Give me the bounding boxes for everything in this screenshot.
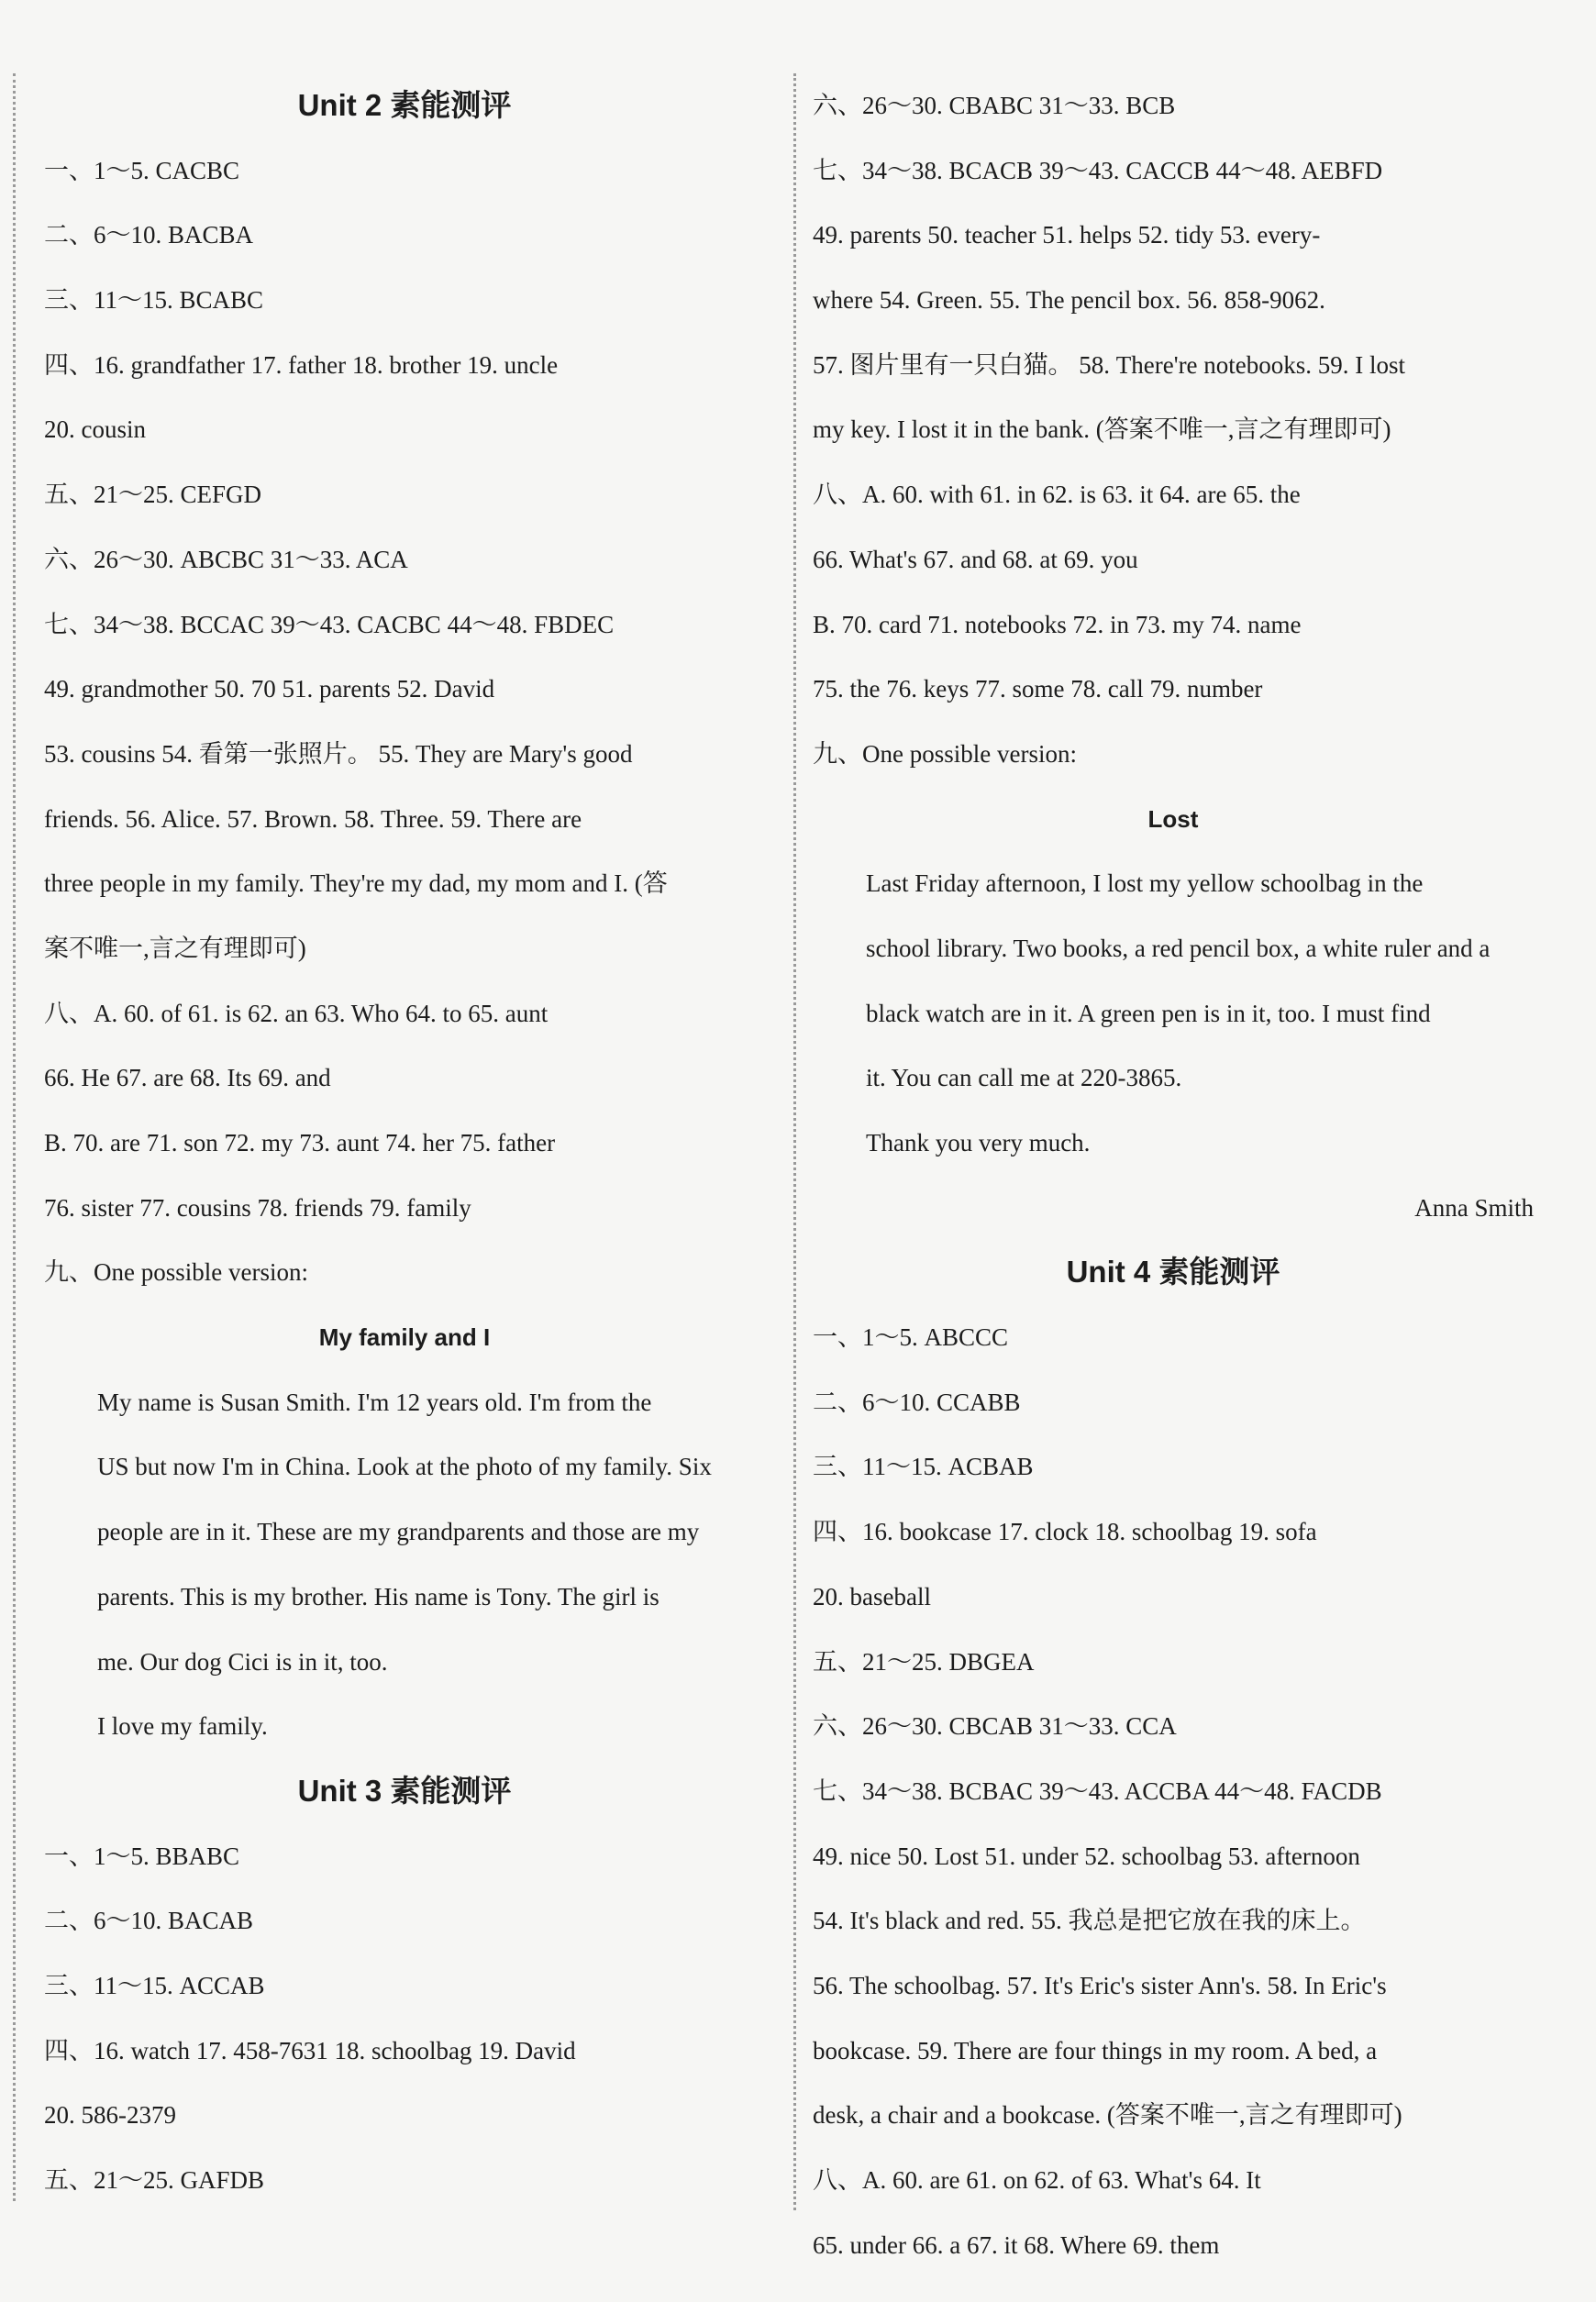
- answer-line: 九、One possible version:: [44, 1258, 308, 1287]
- essay-signature: Anna Smith: [1414, 1193, 1534, 1222]
- answer-line: 四、16. bookcase 17. clock 18. schoolbag 19. sofa: [813, 1518, 1317, 1546]
- answer-line: my key. I lost it in the bank. (答案不唯一,言之有理即可): [813, 415, 1391, 444]
- answer-line: 20. 586-2379: [44, 2101, 176, 2130]
- answer-line: 三、11～15. ACBAB: [813, 1453, 1034, 1481]
- answer-line: where 54. Green. 55. The pencil box. 56. 858-9062.: [813, 286, 1325, 315]
- answer-line: 七、34～38. BCBAC 39～43. ACCBA 44～48. FACDB: [813, 1776, 1382, 1805]
- essay-title: My family and I: [318, 1323, 491, 1352]
- answer-line: 20. cousin: [44, 415, 146, 444]
- answer-line: 六、26～30. CBABC 31～33. BCB: [813, 92, 1176, 119]
- binding-margin-line: [13, 73, 16, 2201]
- essay-line: US but now I'm in China. Look at the photo of my family. Six: [97, 1453, 712, 1481]
- answer-line: 五、21～25. DBGEA: [813, 1647, 1035, 1676]
- answer-line: bookcase. 59. There are four things in my room. A bed, a: [813, 2036, 1378, 2064]
- answer-line: 八、A. 60. of 61. is 62. an 63. Who 64. to 65. aunt: [44, 999, 549, 1027]
- answer-line: 四、16. grandfather 17. father 18. brother 19. uncle: [44, 350, 559, 379]
- answer-line: 20. baseball: [813, 1582, 931, 1610]
- answer-line: 案不唯一,言之有理即可): [44, 934, 306, 962]
- essay-line: My name is Susan Smith. I'm 12 years old. I'm from the: [97, 1388, 652, 1416]
- answer-line: 53. cousins 54. 看第一张照片。 55. They are Mary's good: [44, 739, 633, 768]
- answer-line: 56. The schoolbag. 57. It's Eric's sister Ann's. 58. In Eric's: [813, 1971, 1387, 1999]
- answer-line: 75. the 76. keys 77. some 78. call 79. number: [813, 675, 1263, 703]
- answer-line: 57. 图片里有一只白猫。 58. There're notebooks. 59. I lost: [813, 350, 1406, 379]
- answer-line: 八、A. 60. with 61. in 62. is 63. it 64. are 65. the: [813, 481, 1301, 509]
- answer-line: 七、34～38. BCACB 39～43. CACCB 44～48. AEBFD: [813, 156, 1383, 184]
- answer-line: three people in my family. They're my dad, my mom and I. (答: [44, 869, 668, 898]
- essay-line: I love my family.: [97, 1712, 268, 1741]
- answer-line: 八、A. 60. are 61. on 62. of 63. What's 64. It: [813, 2166, 1261, 2194]
- left-column: [44, 73, 765, 2213]
- answer-line: 49. grandmother 50. 70 51. parents 52. David: [44, 675, 495, 703]
- answer-line: 二、6～10. BACAB: [44, 1907, 254, 1935]
- section-heading: Unit 2 素能测评: [297, 88, 512, 122]
- answer-line: 四、16. watch 17. 458-7631 18. schoolbag 19. David: [44, 2036, 576, 2064]
- answer-line: 七、34～38. BCCAC 39～43. CACBC 44～48. FBDEC: [44, 610, 615, 638]
- answer-line: 二、6～10. BACBA: [44, 221, 254, 249]
- answer-line: 六、26～30. CBCAB 31～33. CCA: [813, 1712, 1177, 1741]
- essay-line: parents. This is my brother. His name is Tony. The girl is: [97, 1582, 659, 1610]
- answer-line: 49. nice 50. Lost 51. under 52. schoolbag 53. afternoon: [813, 1842, 1360, 1870]
- essay-line: me. Our dog Cici is in it, too.: [97, 1647, 388, 1676]
- answer-line: desk, a chair and a bookcase. (答案不唯一,言之有理即可): [813, 2101, 1402, 2130]
- essay-line: it. You can call me at 220-3865.: [866, 1064, 1182, 1092]
- answer-line: 66. What's 67. and 68. at 69. you: [813, 545, 1138, 573]
- answer-line: B. 70. card 71. notebooks 72. in 73. my 74. name: [813, 610, 1302, 638]
- section-heading: Unit 4 素能测评: [1066, 1255, 1280, 1289]
- essay-title: Lost: [1147, 804, 1199, 833]
- answer-line: 三、11～15. BCABC: [44, 286, 264, 315]
- answer-line: 二、6～10. CCABB: [813, 1388, 1021, 1416]
- essay-line: people are in it. These are my grandparents and those are my: [97, 1518, 700, 1546]
- answer-line: 66. He 67. are 68. Its 69. and: [44, 1064, 331, 1092]
- answer-line: 五、21～25. CEFGD: [44, 481, 262, 509]
- answer-line: 六、26～30. ABCBC 31～33. ACA: [44, 545, 408, 573]
- answer-line: 54. It's black and red. 55. 我总是把它放在我的床上。: [813, 1907, 1366, 1935]
- answer-line: 49. parents 50. teacher 51. helps 52. tidy 53. every-: [813, 221, 1321, 249]
- answer-line: 一、1～5. BBABC: [44, 1842, 240, 1870]
- answer-line: 一、1～5. CACBC: [44, 156, 240, 184]
- right-column: [813, 73, 1534, 2277]
- answer-line: 76. sister 77. cousins 78. friends 79. family: [44, 1193, 471, 1222]
- essay-line: Thank you very much.: [866, 1129, 1091, 1157]
- answer-line: 九、One possible version:: [813, 739, 1077, 768]
- essay-line: black watch are in it. A green pen is in it, too. I must find: [866, 999, 1431, 1027]
- answer-line: friends. 56. Alice. 57. Brown. 58. Three. 59. There are: [44, 804, 582, 833]
- answer-line: 一、1～5. ABCCC: [813, 1323, 1009, 1352]
- answer-line: B. 70. are 71. son 72. my 73. aunt 74. her 75. father: [44, 1129, 556, 1157]
- essay-line: Last Friday afternoon, I lost my yellow schoolbag in the: [866, 869, 1424, 898]
- answer-line: 65. under 66. a 67. it 68. Where 69. them: [813, 2230, 1220, 2259]
- answer-line: 五、21～25. GAFDB: [44, 2166, 265, 2194]
- column-divider: [793, 73, 796, 2210]
- answer-line: 三、11～15. ACCAB: [44, 1971, 265, 1999]
- section-heading: Unit 3 素能测评: [297, 1773, 512, 1808]
- essay-line: school library. Two books, a red pencil box, a white ruler and a: [866, 934, 1491, 962]
